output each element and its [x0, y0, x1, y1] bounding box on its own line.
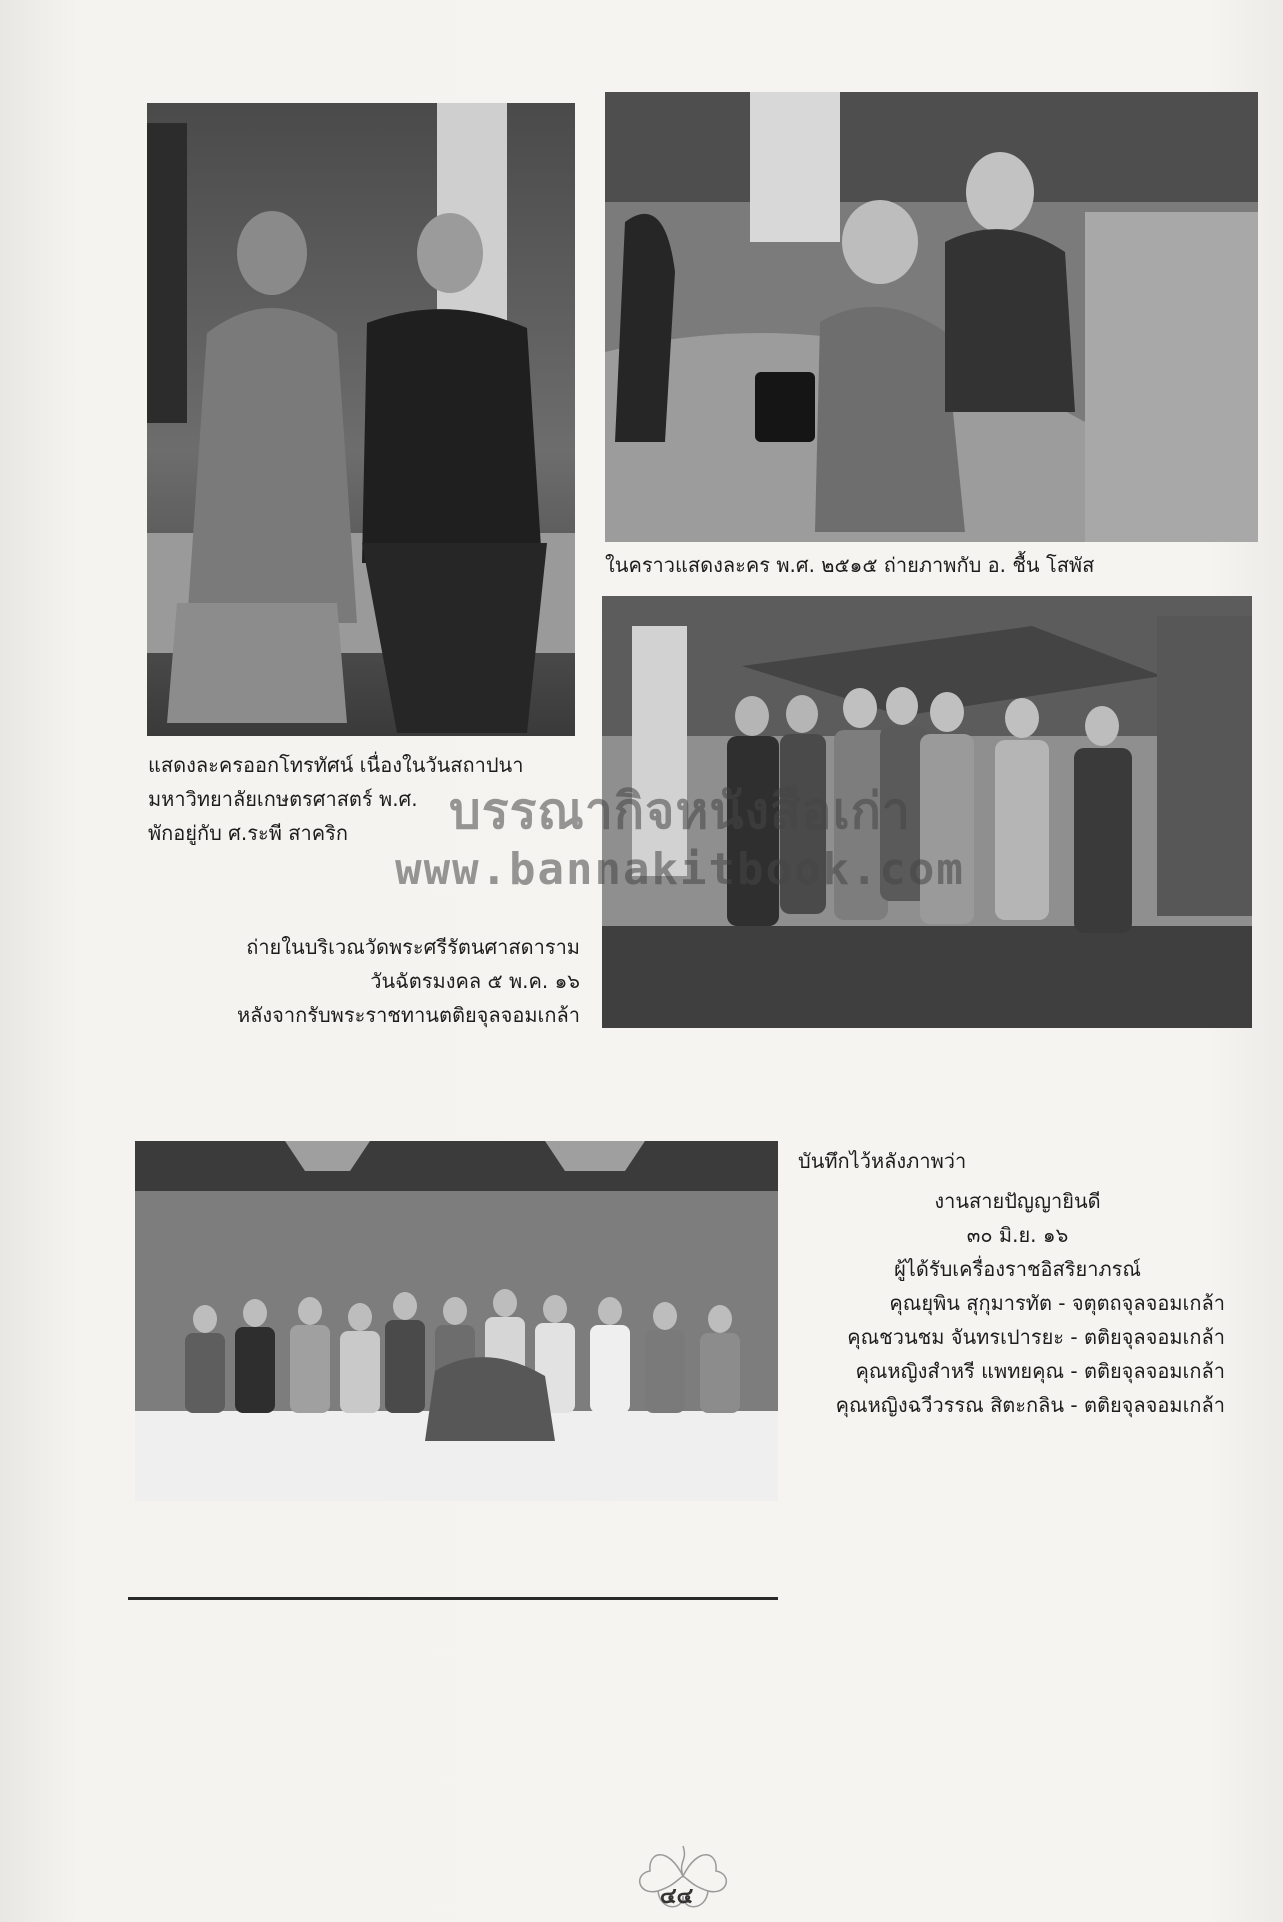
caption-bottom-right-line-6: คุณหญิงสำหรี แพทยคุณ - ตติยจุลจอมเกล้า — [855, 1359, 1225, 1383]
photo-couple-seated-image — [147, 103, 575, 736]
caption-middle-left-line-3: หลังจากรับพระราชทานตติยจุลจอมเกล้า — [236, 1003, 580, 1027]
caption-bottom-right-line-1: งานสายปัญญายินดี — [934, 1189, 1101, 1213]
divider-rule — [128, 1597, 778, 1600]
caption-bottom-right-heading — [798, 1144, 966, 1178]
photo-woman-and-man-image — [605, 92, 1258, 542]
caption-bottom-right — [780, 1184, 1225, 1422]
caption-top-left-line-2: มหาวิทยาลัยเกษตรศาสตร์ พ.ศ. — [148, 787, 418, 811]
photo-woman-and-man — [605, 92, 1258, 542]
watermark-publisher: บรรณากิจหนังสือเก่า — [448, 782, 912, 840]
caption-bottom-right-line-7: คุณหญิงฉวีวรรณ สิตะกลิน - ตติยจุลจอมเกล้า — [835, 1393, 1225, 1417]
watermark-url: www.bannakitbook.com — [395, 844, 965, 895]
caption-bottom-right-line-3: ผู้ได้รับเครื่องราชอิสริยาภรณ์ — [894, 1257, 1141, 1281]
caption-bottom-right-line-4: คุณยุพิน สุกุมารทัต - จตุตถจุลจอมเกล้า — [889, 1291, 1225, 1315]
photo-group-banquet — [135, 1141, 778, 1501]
photo-temple-group-image — [602, 596, 1252, 1028]
caption-top-right — [605, 548, 1094, 582]
caption-bottom-right-line-2: ๓๐ มิ.ย. ๑๖ — [966, 1223, 1069, 1247]
caption-bottom-right-line-5: คุณชวนชม จันทรเปารยะ - ตติยจุลจอมเกล้า — [847, 1325, 1225, 1349]
caption-middle-left — [180, 930, 580, 1032]
photo-group-banquet-image — [135, 1141, 778, 1501]
caption-middle-left-line-1: ถ่ายในบริเวณวัดพระศรีรัตนศาสดาราม — [246, 935, 580, 959]
caption-bottom-right-heading-text: บันทึกไว้หลังภาพว่า — [798, 1149, 967, 1173]
page-number: ๔๔ — [660, 1884, 694, 1909]
caption-top-left — [148, 748, 523, 850]
caption-middle-left-line-2: วันฉัตรมงคล ๕ พ.ค. ๑๖ — [370, 969, 580, 993]
photo-couple-seated — [147, 103, 575, 736]
caption-top-left-line-1: แสดงละครออกโทรทัศน์ เนื่องในวันสถาปนา — [148, 753, 524, 777]
caption-top-left-line-3: พักอยู่กับ ศ.ระพี สาคริก — [148, 821, 348, 845]
caption-top-right-line: ในคราวแสดงละคร พ.ศ. ๒๕๑๕ ถ่ายภาพกับ อ. ชื้น โสพัส — [605, 553, 1095, 577]
photo-temple-group — [602, 596, 1252, 1028]
